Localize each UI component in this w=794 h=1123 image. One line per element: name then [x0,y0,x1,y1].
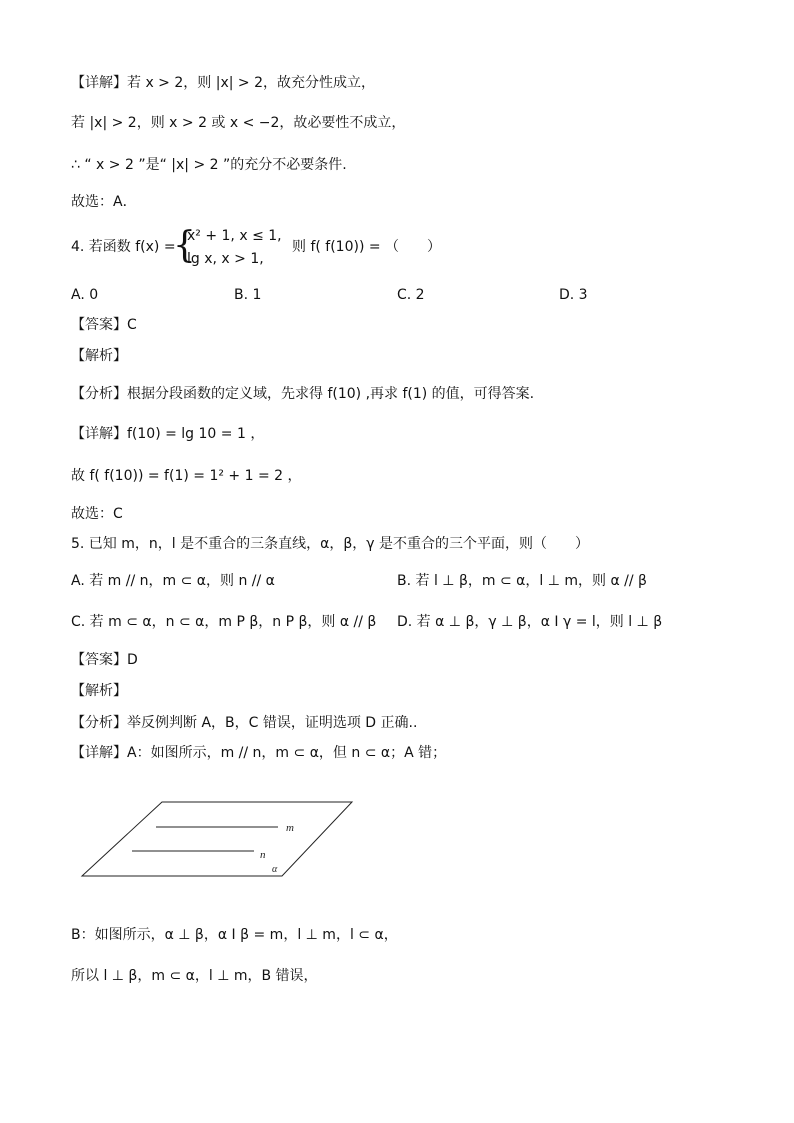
q5-b-text-2: 所以 l ⊥ β，m ⊂ α，l ⊥ m，B 错误， [71,968,318,984]
q5-option-d: D. 若 α ⊥ β，γ ⊥ β，α I γ = l，则 l ⊥ β [397,614,663,630]
detail-text-2: 若 |x| > 2，则 x > 2 或 x < −2，故必要性不成立， [71,115,406,131]
q5-option-a: A. 若 m // n，m ⊂ α，则 n // α [71,573,275,589]
q5-option-c: C. 若 m ⊂ α，n ⊂ α，m P β，n P β，则 α // β [71,614,377,630]
q4-jiexi: 【解析】 [71,348,127,364]
q4-therefore: 故 f( f(10)) = f(1) = 1² + 1 = 2 ， [71,468,302,484]
q4-choice: 故选：C [71,506,123,522]
q4-option-b: B. 1 [234,287,262,303]
q4-option-a: A. 0 [71,287,99,303]
piecewise-brace: { [173,225,196,266]
label-m: m [286,822,294,834]
choice-text: 故选：A． [71,194,137,210]
piecewise-case-1: x² + 1, x ≤ 1, [187,228,282,244]
conclusion-text: ∴ “ x > 2 ”是“ |x| > 2 ”的充分不必要条件. [71,157,347,173]
q4-xiangjie: 【详解】f(10) = lg 10 = 1 ， [71,426,265,442]
q5-fenxi: 【分析】举反例判断 A，B，C 错误，证明选项 D 正确.. [71,715,418,731]
q5-xiangjie: 【详解】A：如图所示，m // n，m ⊂ α，但 n ⊂ α；A 错； [71,745,447,761]
q5-jiexi: 【解析】 [71,683,127,699]
label-n: n [260,849,266,861]
piecewise-case-2: lg x, x > 1, [187,251,264,267]
detail-text-1: 【详解】若 x > 2，则 |x| > 2，故充分性成立， [71,75,375,91]
q5-answer: 【答案】D [71,652,138,668]
q4-answer: 【答案】C [71,317,137,333]
q4-stem-prefix: 4. 若函数 f(x) = [71,239,176,255]
q4-option-c: C. 2 [397,287,425,303]
q4-fenxi: 【分析】根据分段函数的定义域，先求得 f(10) ,再求 f(1) 的值，可得答案. [71,386,535,402]
q5-b-text-1: B：如图所示，α ⊥ β，α I β = m，l ⊥ m，l ⊂ α， [71,927,398,943]
q4-stem-suffix: 则 f( f(10)) = （ ） [292,239,442,255]
plane-alpha-outline [82,802,352,876]
q5-option-b: B. 若 l ⊥ β，m ⊂ α，l ⊥ m，则 α // β [397,573,647,589]
q4-option-d: D. 3 [559,287,588,303]
q5-stem: 5. 已知 m，n，l 是不重合的三条直线，α，β，γ 是不重合的三个平面，则（ ） [71,536,590,552]
label-alpha: α [272,864,278,875]
plane-figure [80,798,360,880]
